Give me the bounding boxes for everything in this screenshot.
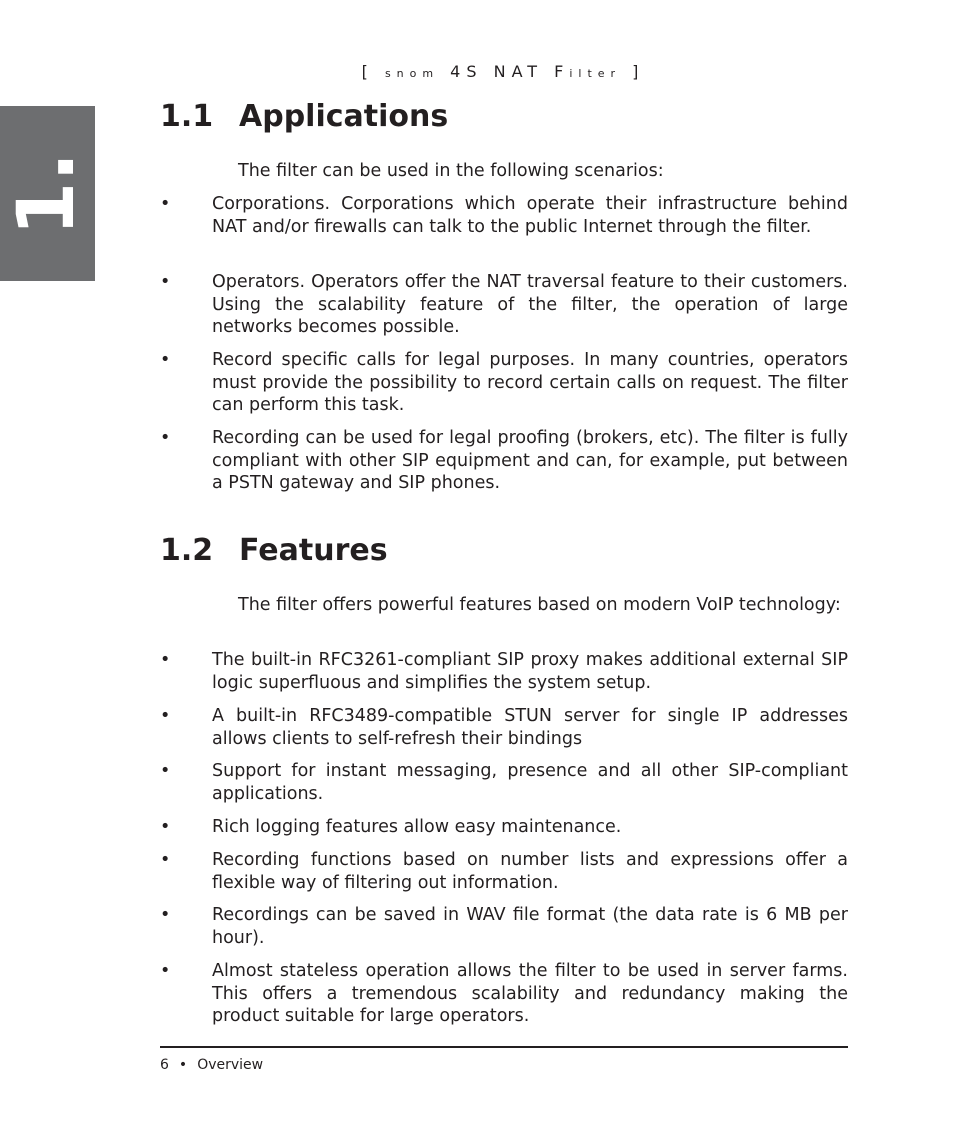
list-item: • Almost stateless operation allows the filter to be used in server farms. This offers a tremendous scalability and redundancy making the product suitable for large operators. <box>160 961 848 1026</box>
footer-rule <box>160 1046 848 1048</box>
list-item: • A built-in RFC3489-compatible STUN server for single IP addresses allows clients to self-refresh their bindings <box>160 706 848 749</box>
page-footer <box>160 1056 263 1074</box>
applications-intro: The filter can be used in the following scenarios: <box>238 161 664 181</box>
list-item: • Operators. Operators offer the NAT traversal feature to their customers. Using the scalability feature of the filter, the operation of large networks becomes possible. <box>160 272 848 337</box>
list-item: • Recording functions based on number lists and expressions offer a flexible way of filtering out information. <box>160 850 848 893</box>
list-item: • Record specific calls for legal purposes. In many countries, operators must provide the possibility to record certain calls on request. The filter can perform this task. <box>160 350 848 415</box>
footer-separator: • <box>178 1057 188 1073</box>
page-number: 6 <box>160 1057 169 1073</box>
footer-section: Overview <box>197 1057 264 1073</box>
features-intro: The filter offers powerful features based on modern VoIP technology: <box>238 595 841 615</box>
chapter-tab <box>0 106 95 281</box>
list-item: • The built-in RFC3261-compliant SIP proxy makes additional external SIP logic superfluous and simplifies the system setup. <box>160 650 848 693</box>
list-item: • Corporations. Corporations which operate their infrastructure behind NAT and/or firewalls can talk to the public Internet through the filter. <box>160 194 848 237</box>
list-item: • Recording can be used for legal proofing (brokers, etc). The filter is fully compliant with other SIP equipment and can, for example, put between a PSTN gateway and SIP phones. <box>160 428 848 493</box>
section-title-features: 1.2 Features <box>160 533 388 568</box>
section-title-applications: 1.1 Applications <box>160 99 449 134</box>
list-item: • Rich logging features allow easy maintenance. <box>160 817 622 837</box>
list-item: • Recordings can be saved in WAV file format (the data rate is 6 MB per hour). <box>160 905 848 948</box>
list-item: • Support for instant messaging, presence and all other SIP-compliant applications. <box>160 761 848 804</box>
chapter-number: 1. <box>2 152 92 236</box>
running-head: [ snom 4S NAT Filter ] <box>361 62 645 81</box>
